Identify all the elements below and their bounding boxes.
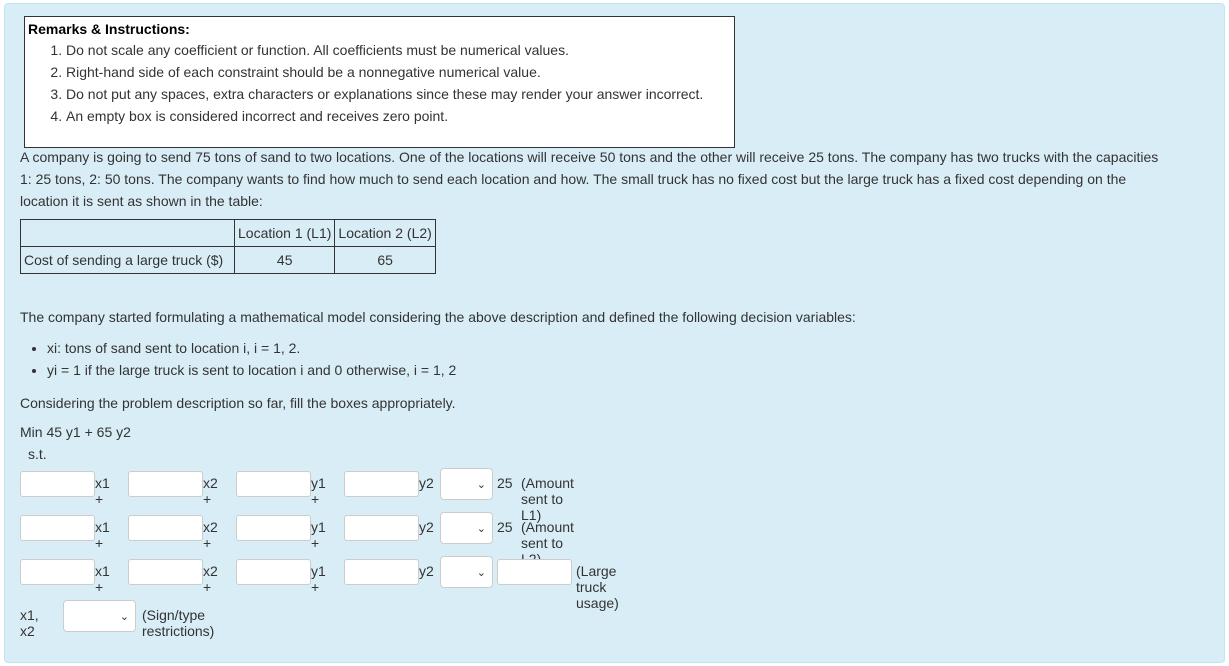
- table-cell: 45: [235, 247, 335, 274]
- coefficient-input[interactable]: [20, 559, 95, 585]
- variable-label: x2 +: [203, 519, 218, 551]
- variable-label: y2: [419, 563, 434, 579]
- variable-label: y1 +: [311, 475, 326, 507]
- objective-function: Min 45 y1 + 65 y2: [20, 424, 131, 440]
- table-header-row: [21, 220, 436, 247]
- constraint-note: (Amount sent to L1): [521, 475, 574, 523]
- coefficient-input[interactable]: [236, 471, 311, 497]
- coefficient-input[interactable]: [128, 559, 203, 585]
- variable-definition: • yi = 1 if the large truck is sent to location i and 0 otherwise, i = 1, 2: [47, 359, 456, 381]
- coefficient-input[interactable]: [236, 515, 311, 541]
- chevron-down-icon: ⌄: [476, 523, 486, 535]
- table-cell: 65: [335, 247, 435, 274]
- sign-variables-label: x1, x2: [20, 607, 39, 639]
- variable-label: x1 +: [95, 519, 110, 551]
- coefficient-input[interactable]: [236, 559, 311, 585]
- coefficient-input[interactable]: [344, 515, 419, 541]
- variable-label: y2: [419, 475, 434, 491]
- table-row: [21, 247, 436, 274]
- table-header-cell: Location 2 (L2): [335, 220, 435, 247]
- rhs-value: 25: [497, 519, 513, 535]
- coefficient-input[interactable]: [20, 471, 95, 497]
- rhs-value: 25: [497, 475, 513, 491]
- instruction-text: Considering the problem description so far, fill the boxes appropriately.: [20, 395, 456, 411]
- chevron-down-icon: ⌄: [476, 567, 486, 579]
- variable-label: y1 +: [311, 563, 326, 595]
- remark-item: 4. An empty box is considered incorrect and receives zero point.: [66, 105, 746, 127]
- variable-definition: • xi: tons of sand sent to location i, i = 1, 2.: [47, 337, 456, 359]
- inequality-select[interactable]: [440, 512, 493, 544]
- constraint-note: (Amount sent to: [521, 519, 574, 551]
- inequality-select[interactable]: [440, 556, 493, 588]
- question-panel: [4, 3, 1225, 663]
- remark-item: 2. Right-hand side of each constraint should be a nonnegative numerical value.: [66, 61, 746, 83]
- variable-label: y2: [419, 519, 434, 535]
- variable-label: x2 +: [203, 475, 218, 507]
- remarks-list: [25, 39, 746, 127]
- remark-item: 3. Do not put any spaces, extra characters or explanations since these may render your answer incorrect.: [66, 83, 746, 105]
- chevron-down-icon: ⌄: [476, 479, 486, 491]
- cost-table: [20, 219, 436, 274]
- coefficient-input[interactable]: [128, 471, 203, 497]
- coefficient-input[interactable]: [344, 471, 419, 497]
- constraint-note: (Large truck usage): [576, 563, 619, 611]
- variable-list: [20, 337, 456, 381]
- coefficient-input[interactable]: [20, 515, 95, 541]
- coefficient-input[interactable]: [344, 559, 419, 585]
- sign-note: (Sign/type restrictions): [142, 607, 215, 639]
- variable-label: x1 +: [95, 563, 110, 595]
- inequality-select[interactable]: [440, 468, 493, 500]
- remark-item: 1. Do not scale any coefficient or function. All coefficients must be numerical values.: [66, 39, 746, 61]
- table-corner-cell: [21, 220, 235, 247]
- chevron-down-icon: ⌄: [119, 611, 129, 623]
- variable-label: x2 +: [203, 563, 218, 595]
- model-intro: The company started formulating a mathematical model considering the above description and defined the following decision variables:: [20, 309, 856, 325]
- remarks-box: [24, 16, 735, 148]
- table-row-label: Cost of sending a large truck ($): [21, 247, 235, 274]
- rhs-input[interactable]: [497, 559, 572, 585]
- remarks-title: Remarks & Instructions:: [28, 21, 190, 37]
- problem-description: A company is going to send 75 tons of sand to two locations. One of the locations will receive 50 tons and the other will receive 25 tons. The company has two trucks with the capacities 1: 25 tons, 2: 50 tons. The company wants to find how much to send each location and how. The small truck has no fixed cost but the large truck has a fixed cost depending on the location it is sent as shown in the table:: [20, 149, 1159, 209]
- sign-select[interactable]: [63, 600, 136, 632]
- coefficient-input[interactable]: [128, 515, 203, 541]
- variable-label: x1 +: [95, 475, 110, 507]
- subject-to-label: s.t.: [28, 446, 47, 462]
- variable-label: y1 +: [311, 519, 326, 551]
- table-header-cell: Location 1 (L1): [235, 220, 335, 247]
